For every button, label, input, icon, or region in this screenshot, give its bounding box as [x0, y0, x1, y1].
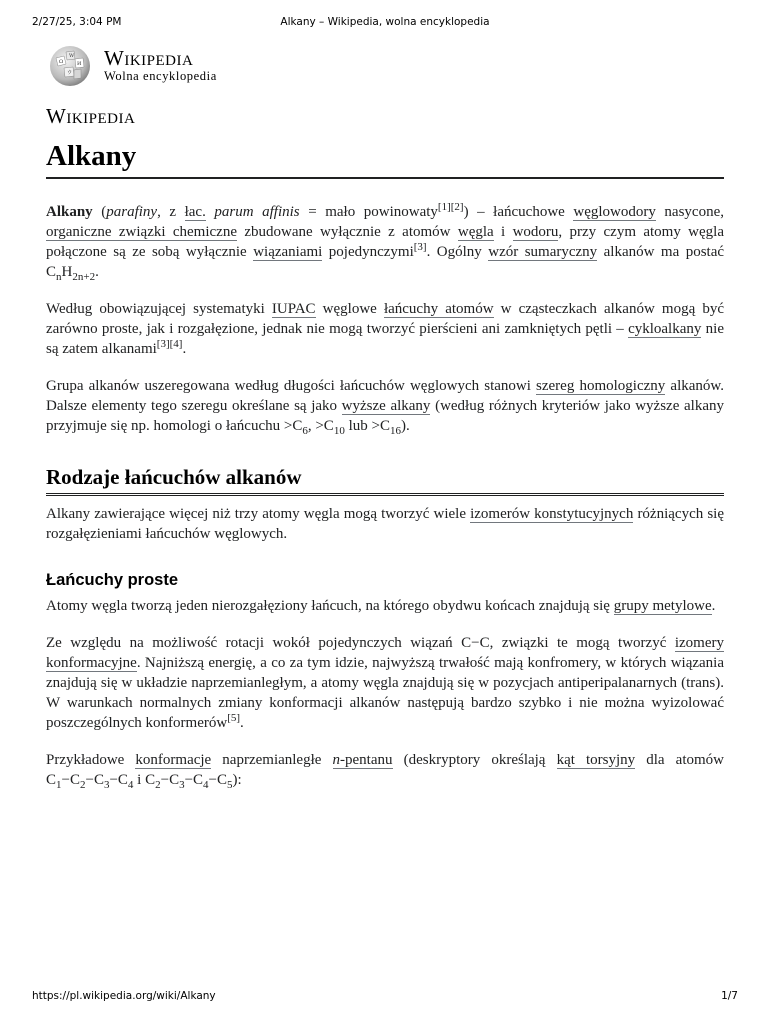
paragraph-homologi	[46, 376, 724, 436]
text: Ze względu na możliwość rotacji wokół pojedynczych wiązań C−C, związki te mogą tworzyć	[46, 635, 675, 651]
subscript: 16	[389, 425, 401, 437]
subscript: 3	[179, 779, 185, 791]
paragraph-konformacje	[46, 633, 724, 733]
text: , >C	[307, 418, 334, 434]
text: −C	[61, 772, 80, 788]
text: nasycone,	[655, 204, 724, 220]
italic-text: n	[332, 752, 341, 768]
text: −C	[184, 772, 204, 788]
page-title: Alkany	[46, 140, 724, 179]
text: alkanów. Dalsze elementy tego szeregu określane są jako	[46, 378, 724, 414]
paragraph-izomery	[46, 504, 724, 544]
text: zbudowane wyłącznie z atomów	[237, 224, 458, 240]
print-header	[32, 16, 738, 32]
print-date: 2/27/25, 3:04 PM	[32, 16, 122, 28]
subscript: 2	[155, 779, 161, 791]
text: Alkany zawierające więcej niż trzy atomy węgla mogą tworzyć wiele	[46, 506, 471, 522]
link-wzor-sumaryczny[interactable]: wzór sumaryczny	[488, 244, 598, 260]
paragraph-intro	[46, 202, 724, 282]
link-n-pentanu[interactable]	[333, 752, 393, 769]
link-lac[interactable]: łac.	[184, 204, 206, 220]
text: pojedynczymi	[322, 244, 414, 260]
wikipedia-wordmark-secondary: Wikipedia	[46, 104, 136, 128]
subscript: 6	[302, 425, 308, 437]
text: alkanów ma postać C	[46, 244, 725, 280]
ref-link-5[interactable]: [5]	[227, 712, 241, 724]
subscript: 2	[79, 779, 86, 791]
wikipedia-globe-icon	[46, 44, 96, 88]
italic-text: parafiny	[106, 204, 158, 220]
print-url: https://pl.wikipedia.org/wiki/Alkany	[32, 990, 216, 1002]
text: dla atomów C	[46, 752, 724, 788]
subscript: 4	[203, 779, 209, 791]
link-organiczne-zwiazki[interactable]: organiczne związki chemiczne	[46, 224, 237, 240]
wikipedia-tagline: Wolna encyklopedia	[104, 69, 217, 83]
text: węglowe	[315, 301, 384, 317]
text: H	[61, 264, 73, 280]
link-izomerow-konstytucyjnych[interactable]: izomerów konstytucyjnych	[470, 506, 634, 522]
text: −C	[109, 772, 128, 788]
text: .	[95, 264, 99, 280]
link-cykloalkany[interactable]: cykloalkany	[628, 321, 702, 337]
page-number: 1/7	[721, 990, 738, 1002]
link-grupy-metylowe[interactable]: grupy metylowe	[613, 598, 712, 614]
ref-link-1[interactable]: [1]	[437, 201, 451, 213]
text: różniących się rozgałęzieniami łańcuchów węglowych.	[46, 506, 724, 542]
article-content	[46, 202, 724, 807]
ref-link-4[interactable]: [4]	[169, 338, 183, 350]
text: (deskryptory określają	[392, 752, 557, 768]
link-izomery-konformacyjne[interactable]: izomery konformacyjne	[46, 635, 724, 671]
text: −C	[85, 772, 104, 788]
term-bold: Alkany	[46, 204, 93, 220]
text: .	[240, 715, 244, 731]
text: i	[493, 224, 513, 240]
link-weglowodory[interactable]: węglowodory	[573, 204, 656, 220]
svg-text:И: И	[77, 61, 82, 67]
italic-text: parum affinis	[214, 204, 300, 220]
svg-text:W: W	[69, 53, 75, 59]
ref-link-3[interactable]: [3]	[413, 241, 427, 253]
link-szereg-homologiczny[interactable]: szereg homologiczny	[536, 378, 666, 394]
text: −C	[208, 772, 228, 788]
subscript: 5	[227, 779, 233, 791]
text: i C	[133, 772, 156, 788]
text: Grupa alkanów uszeregowana według długości łańcuchów węglowych stanowi	[46, 378, 537, 394]
wikipedia-wordmark: Wikipedia	[104, 46, 194, 70]
link-wegla[interactable]: węgla	[457, 224, 494, 240]
text: , przy czym atomy węgla połączone są ze sobą wyłącznie	[46, 224, 724, 260]
text: Według obowiązującej systematyki	[46, 301, 272, 317]
paragraph-pentan	[46, 750, 724, 790]
link-konformacje[interactable]: konformacje	[135, 752, 212, 768]
svg-text:Ω: Ω	[59, 59, 64, 65]
link-iupac[interactable]: IUPAC	[271, 301, 316, 317]
text: (według różnych kryteriów jako wyższe alkany przyjmuje się np. homologi o łańcuchu >C	[46, 398, 724, 434]
text: ) – łańcuchowe	[463, 204, 574, 220]
text: = mało powinowaty	[299, 204, 438, 220]
subscript: 3	[103, 779, 110, 791]
text: w cząsteczkach alkanów mogą być zarówno proste, jak i rozgałęzione, jednak nie mogą tworzyć pierścieni ani zamkniętych pętli –	[46, 301, 725, 337]
link-lancuchy-atomow[interactable]: łańcuchy atomów	[383, 301, 494, 317]
subsection-heading: Łańcuchy proste	[46, 571, 179, 589]
link-wyzsze-alkany[interactable]: wyższe alkany	[341, 398, 431, 414]
text: -pentanu	[340, 752, 393, 768]
print-footer	[32, 990, 738, 1006]
subscript: 1	[56, 779, 62, 791]
text: . Ogólny	[426, 244, 489, 260]
subscript: 2n+2	[72, 271, 96, 283]
text: (	[92, 204, 107, 220]
text: −C	[160, 772, 180, 788]
text: .	[711, 598, 716, 614]
text: , z	[157, 204, 185, 220]
text: .	[182, 341, 187, 357]
text: Atomy węgla tworzą jeden nierozgałęziony łańcuch, na którego obydwu końcach znajdują się	[46, 598, 614, 614]
link-wodoru[interactable]: wodoru	[512, 224, 559, 240]
link-wiazaniami[interactable]: wiązaniami	[253, 244, 323, 260]
text: . Najniższą energię, a co za tym idzie, najwyższą trwałość mają konfromery, w których wiązania znajdują się w układzie naprzemianległym, a atomy węgla znajdują się w pozycjach antiperipalanarnych (trans). W warunkach normalnych zmiany konformacji alkanów następują bardzo szybko i nie można wyizolować poszczególnych konformerów	[46, 655, 724, 731]
paragraph-lancuchy-proste	[46, 596, 724, 616]
text: Przykładowe	[46, 752, 136, 768]
ref-link-3b[interactable]: [3]	[156, 338, 170, 350]
subscript: 4	[127, 779, 134, 791]
text: nie są zatem alkanami	[46, 321, 724, 357]
text: ):	[232, 772, 242, 788]
print-title: Alkany – Wikipedia, wolna encyklopedia	[280, 16, 490, 28]
link-kat-torsyjny[interactable]: kąt torsyjny	[556, 752, 636, 768]
svg-text:ウ: ウ	[67, 70, 73, 76]
paragraph-iupac	[46, 299, 724, 359]
section-heading: Rodzaje łańcuchów alkanów	[46, 464, 724, 496]
text: ).	[400, 418, 410, 434]
subscript: 10	[333, 425, 345, 437]
subscript: n	[56, 271, 62, 283]
ref-link-2[interactable]: [2]	[450, 201, 464, 213]
text: naprzemianległe	[211, 752, 333, 768]
text: lub >C	[344, 418, 390, 434]
